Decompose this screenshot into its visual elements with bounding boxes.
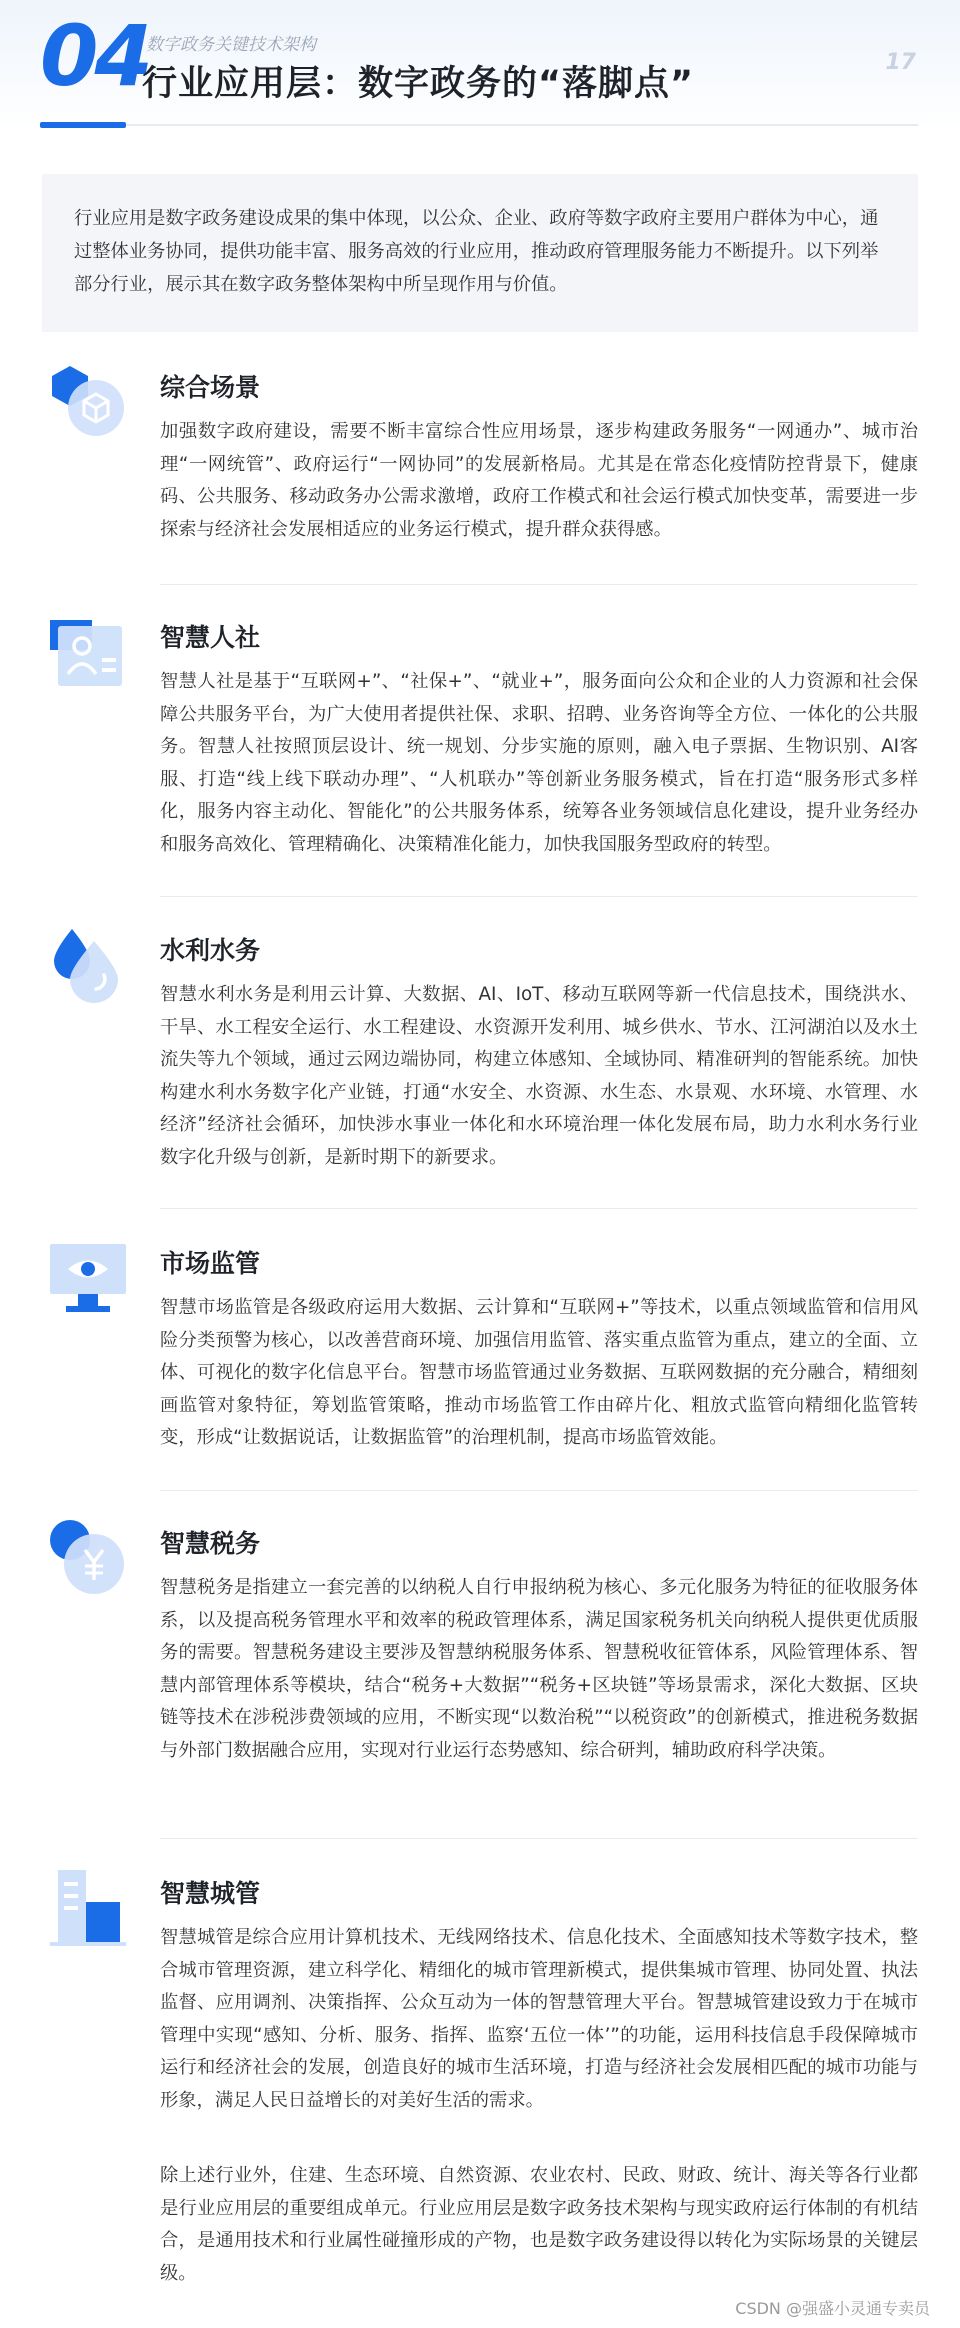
- section-title: 智慧城管: [160, 1879, 261, 1908]
- closing-paragraph: 除上述行业外，住建、生态环境、自然资源、农业农村、民政、财政、统计、海关等各行业都是行业应用层的重要组成单元。行业应用层是数字政务技术架构与现实政府运行体制的有机结合，是通用技术和行业属性碰撞形成的产物，也是数字政务建设得以转化为实际场景的关键层级。: [160, 2165, 918, 2284]
- water-drop-icon: [48, 925, 128, 1005]
- section-title: 智慧税务: [160, 1529, 261, 1558]
- section-title: 综合场景: [160, 373, 261, 402]
- section-body: 智慧城管是综合应用计算机技术、无线网络技术、信息化技术、全面感知技术等数字技术，整合城市管理资源，建立科学化、精细化的城市管理新模式，提供集城市管理、协同处置、执法监督、应用调剂、决策指挥、公众互动为一体的智慧管理大平台。智慧城管建设致力于在城市管理中实现“感知、分析、服务、指挥、监察‘五位一体’”的功能，运用科技信息手段保障城市运行和经济社会的发展，创造良好的城市生活环境，打造与经济社会发展相匹配的城市功能与形象，满足人民日益增长的对美好生活的需求。: [160, 1927, 918, 2111]
- page-number: 17: [885, 50, 916, 75]
- section-divider: [160, 1838, 918, 1839]
- hexagon-cube-icon: [48, 362, 128, 442]
- person-icon: [48, 612, 128, 692]
- section-title: 市场监管: [160, 1249, 261, 1278]
- section-title: 智慧人社: [160, 623, 261, 652]
- section-divider: [160, 1208, 918, 1209]
- city-building-icon: [48, 1868, 128, 1948]
- section-body: 智慧市场监管是各级政府运用大数据、云计算和“互联网+”等技术，以重点领域监管和信用风险分类预警为核心，以改善营商环境、加强信用监管、落实重点监管为重点，建立的全面、立体、可视化的数字化信息平台。智慧市场监管通过业务数据、互联网数据的充分融合，精细刻画监管对象特征，筹划监管策略，推动市场监管工作由碎片化、粗放式监管向精细化监管转变，形成“让数据说话，让数据监管”的治理机制，提高市场监管效能。: [160, 1297, 918, 1448]
- section-title: 水利水务: [160, 936, 261, 965]
- chapter-subtitle: 数字政务关键技术架构: [146, 35, 316, 55]
- intro-box: 行业应用是数字政务建设成果的集中体现，以公众、企业、政府等数字政府主要用户群体为中心，通过整体业务协同，提供功能丰富、服务高效的行业应用，推动政府管理服务能力不断提升。以下列举部分行业，展示其在数字政务整体架构中所呈现作用与价值。: [42, 174, 918, 332]
- page-title: 行业应用层：数字政务的“落脚点”: [142, 64, 695, 104]
- yen-coin-icon: [48, 1518, 128, 1598]
- header-divider: [40, 124, 918, 126]
- header-accent-bar: [40, 122, 126, 128]
- section-divider: [160, 1490, 918, 1491]
- section-divider: [160, 896, 918, 897]
- section-divider: [160, 584, 918, 585]
- monitor-eye-icon: [48, 1238, 128, 1318]
- watermark: CSDN @强盛小灵通专卖员: [735, 2299, 930, 2318]
- page-header: [0, 0, 960, 130]
- section-body: 加强数字政府建设，需要不断丰富综合性应用场景，逐步构建政务服务“一网通办”、城市治理“一网统管”、政府运行“一网协同”的发展新格局。尤其是在常态化疫情防控背景下，健康码、公共服务、移动政务办公需求激增，政府工作模式和社会运行模式加快变革，需要进一步探索与经济社会发展相适应的业务运行模式，提升群众获得感。: [160, 421, 918, 540]
- chapter-number: 04: [40, 7, 149, 105]
- section-body: 智慧人社是基于“互联网+”、“社保+”、“就业+”，服务面向公众和企业的人力资源和社会保障公共服务平台，为广大使用者提供社保、求职、招聘、业务咨询等全方位、一体化的公共服务。智慧人社按照顶层设计、统一规划、分步实施的原则，融入电子票据、生物识别、AI客服、打造“线上线下联动办理”、“人机联办”等创新业务服务模式，旨在打造“服务形式多样化，服务内容主动化、智能化”的公共服务体系，统筹各业务领域信息化建设，提升业务经办和服务高效化、管理精确化、决策精准化能力，加快我国服务型政府的转型。: [160, 671, 918, 855]
- section-body: 智慧税务是指建立一套完善的以纳税人自行申报纳税为核心、多元化服务为特征的征收服务体系，以及提高税务管理水平和效率的税政管理体系，满足国家税务机关向纳税人提供更优质服务的需要。智慧税务建设主要涉及智慧纳税服务体系、智慧税收征管体系，风险管理体系、智慧内部管理体系等模块，结合“税务+大数据”“税务+区块链”等场景需求，深化大数据、区块链等技术在涉税涉费领域的应用，不断实现“以数治税”“以税资政”的创新模式，推进税务数据与外部门数据融合应用，实现对行业运行态势感知、综合研判，辅助政府科学决策。: [160, 1577, 918, 1761]
- section-body: 智慧水利水务是利用云计算、大数据、AI、IoT、移动互联网等新一代信息技术，围绕洪水、干旱、水工程安全运行、水工程建设、水资源开发利用、城乡供水、节水、江河湖泊以及水土流失等九个领域，通过云网边端协同，构建立体感知、全域协同、精准研判的智能系统。加快构建水利水务数字化产业链，打通“水安全、水资源、水生态、水景观、水环境、水管理、水经济”经济社会循环，加快涉水事业一体化和水环境治理一体化发展布局，助力水利水务行业数字化升级与创新，是新时期下的新要求。: [160, 984, 918, 1168]
